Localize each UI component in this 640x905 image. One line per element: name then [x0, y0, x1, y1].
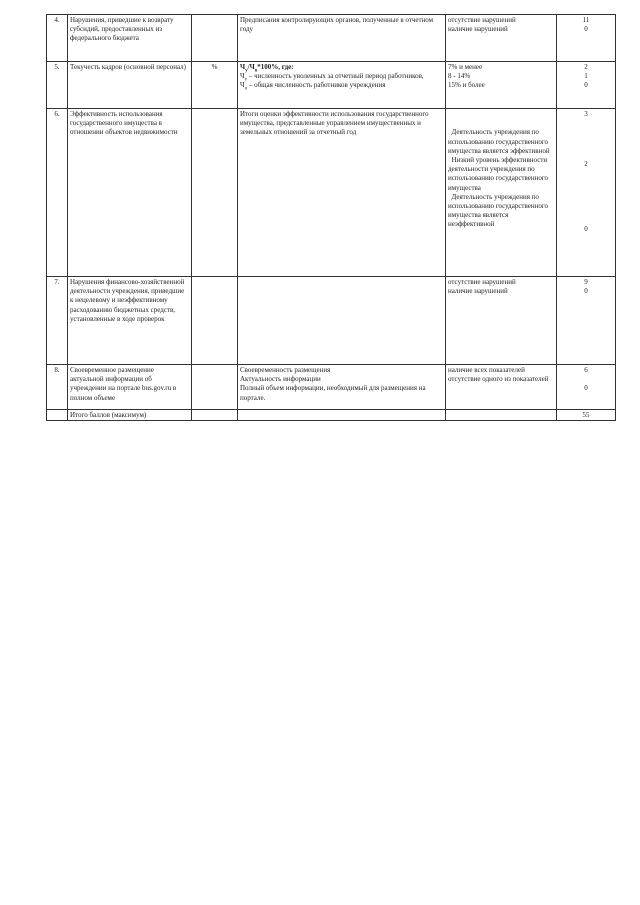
- unit-cell: [192, 15, 238, 62]
- formula-symbol: *100%, где:: [257, 63, 294, 71]
- formula-expression: [240, 63, 443, 72]
- table-row: [47, 277, 616, 365]
- criteria-item: Деятельность учреждения по использованию государственного имущества является эффективной: [448, 128, 550, 155]
- row-number: 4.: [47, 15, 68, 62]
- criteria-item: наличие нарушений: [448, 25, 508, 34]
- formula-line: Своевременность размещения: [240, 366, 331, 374]
- empty-cell: [47, 410, 68, 421]
- formula-line: Полный объем информации, необходимый для размещения на портале.: [240, 384, 426, 402]
- indicator-name: Нарушения финансово-хозяйственной деятельности учреждения, приведшие к нецелевому и неэффективному расходованию бюджетных средств, установленные в ходе проверок: [68, 277, 192, 365]
- total-label: Итого баллов (максимум): [68, 410, 192, 421]
- formula-line: [240, 81, 443, 90]
- formula-cell: [238, 365, 446, 410]
- indicators-table: [46, 14, 616, 421]
- formula-line: Итоги оценки эффективности использования государственного имущества, представленные управлением имущественных и земельных отношений за отчетный год: [240, 110, 429, 137]
- criteria-item: отсутствие одного из показателей: [448, 375, 549, 384]
- score-value: 0: [584, 287, 588, 296]
- score-value: 2: [584, 63, 588, 71]
- formula-cell: [238, 62, 446, 109]
- score-cell: [557, 62, 616, 109]
- total-row: [47, 410, 616, 421]
- formula-subscript: у: [245, 68, 248, 74]
- row-number: 5.: [47, 62, 68, 109]
- score-cell: [557, 277, 616, 365]
- score-cell: [557, 15, 616, 62]
- criteria-cell: [446, 365, 557, 410]
- indicator-name: Своевременное размещение актуальной информации об учреждении на портале bus.gov.ru в полном объеме: [68, 365, 192, 410]
- criteria-item: отсутствие нарушений: [448, 278, 516, 286]
- score-value: 9: [584, 278, 588, 286]
- table-row: [47, 365, 616, 410]
- score-value: 2: [584, 160, 588, 168]
- formula-description: – численность уволенных за отчетный период работников,: [247, 72, 424, 81]
- formula-symbol: /Ч: [247, 63, 255, 71]
- formula-cell: [238, 15, 446, 62]
- formula-symbol: Ч: [240, 63, 246, 71]
- formula-description: – общая численность работников учреждения: [247, 81, 386, 90]
- formula-subscript: о: [254, 68, 258, 74]
- criteria-item: отсутствие нарушений: [448, 16, 516, 24]
- empty-cell: [238, 410, 446, 421]
- formula-line: [240, 72, 443, 81]
- row-number: 6.: [47, 109, 68, 277]
- indicator-name: Эффективность использования государственного имущества в отношении объектов недвижимости: [68, 109, 192, 277]
- score-value: 11: [582, 16, 590, 24]
- indicator-name: Нарушения, приведшие к возврату субсидий, предоставленных из федерального бюджета: [68, 15, 192, 62]
- criteria-cell: [446, 277, 557, 365]
- criteria-cell: [446, 15, 557, 62]
- unit-cell: %: [192, 62, 238, 109]
- formula-line: Предписания контролирующих органов, полученные в отчетном году: [240, 16, 434, 34]
- formula-symbol: Ч: [240, 72, 245, 81]
- score-value: 0: [584, 25, 588, 34]
- criteria-item: наличие нарушений: [448, 287, 508, 296]
- indicator-name: Текучесть кадров (основной персонал): [68, 62, 192, 109]
- criteria-item: 8 - 14%: [448, 72, 471, 81]
- empty-cell: [192, 410, 238, 421]
- score-value: 1: [584, 72, 588, 81]
- row-number: 8.: [47, 365, 68, 410]
- table-row: [47, 62, 616, 109]
- unit-cell: [192, 277, 238, 365]
- formula-subscript: о: [244, 86, 248, 92]
- score-value: 3: [584, 110, 588, 118]
- formula-cell: [238, 277, 446, 365]
- score-value: 6: [584, 366, 588, 374]
- criteria-item: Низкий уровень эффективности деятельности учреждения по использованию государственного имущества: [448, 156, 550, 192]
- criteria-cell: [446, 62, 557, 109]
- formula-symbol: Ч: [240, 81, 245, 90]
- score-value: 0: [584, 81, 588, 90]
- formula-line: Актуальность информации: [240, 375, 321, 384]
- criteria-item: 7% и менее: [448, 63, 483, 71]
- unit-cell: [192, 109, 238, 277]
- table-row: [47, 15, 616, 62]
- table-row: [47, 109, 616, 277]
- formula-cell: [238, 109, 446, 277]
- criteria-cell: [446, 109, 557, 277]
- score-value: 0: [584, 384, 588, 392]
- criteria-item: 15% и более: [448, 81, 485, 90]
- empty-cell: [446, 410, 557, 421]
- total-value: 55: [557, 410, 616, 421]
- criteria-item: Деятельность учреждения по использованию государственного имущества является неэффективной: [448, 192, 550, 229]
- score-cell: [557, 109, 616, 277]
- criteria-item: наличие всех показателей: [448, 366, 525, 374]
- score-cell: [557, 365, 616, 410]
- score-value: 0: [584, 225, 588, 233]
- formula-subscript: у: [244, 77, 248, 83]
- row-number: 7.: [47, 277, 68, 365]
- unit-cell: [192, 365, 238, 410]
